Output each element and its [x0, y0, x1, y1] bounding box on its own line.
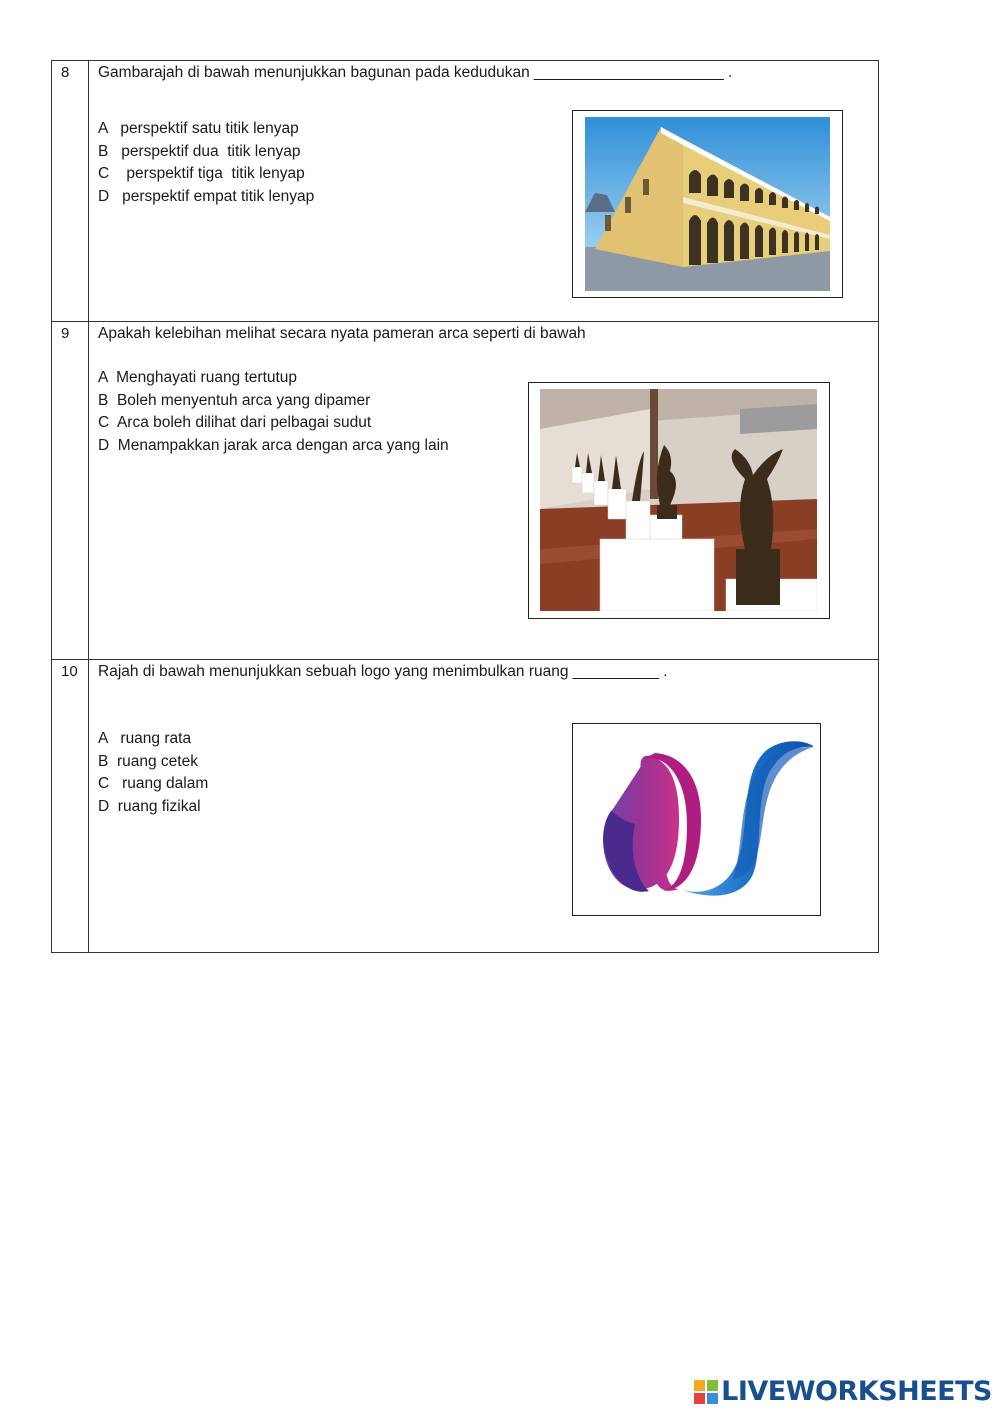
sculpture-gallery-photo-icon [540, 389, 817, 611]
question-body [89, 322, 879, 660]
sculpture-image-frame [528, 382, 830, 619]
option-list [98, 367, 449, 457]
question-body [89, 660, 879, 953]
question-number: 9 [52, 322, 89, 660]
option-d[interactable]: D Menampakkan jarak arca dengan arca yang lain [98, 436, 449, 454]
option-c[interactable]: C perspektif tiga titik lenyap [98, 165, 305, 182]
liveworksheets-grid-icon [694, 1380, 718, 1404]
question-text: Rajah di bawah menunjukkan sebuah logo yang menimbulkan ruang __________ . [98, 663, 668, 680]
option-a[interactable]: A ruang rata [98, 730, 192, 747]
question-text: Apakah kelebihan melihat secara nyata pameran arca seperti di bawah [98, 325, 586, 342]
question-text: Gambarajah di bawah menunjukkan bagunan pada kedudukan ______________________ . [98, 64, 733, 81]
colonial-arcade-building-photo-icon [585, 117, 830, 291]
question-row-8 [52, 61, 879, 322]
question-table [51, 60, 879, 953]
option-d[interactable]: D ruang fizikal [98, 797, 201, 815]
question-body [89, 61, 879, 322]
ribbon-s-logo-icon [583, 729, 813, 909]
option-a[interactable]: A perspektif satu titik lenyap [98, 120, 299, 137]
option-a[interactable]: A Menghayati ruang tertutup [98, 369, 298, 386]
option-b[interactable]: B Boleh menyentuh arca yang dipamer [98, 391, 371, 409]
option-list [98, 118, 314, 208]
brand-name: LIVEWORKSHEETS [721, 1376, 992, 1407]
option-c[interactable]: C ruang dalam [98, 775, 209, 792]
option-list [98, 728, 208, 818]
question-row-10 [52, 660, 879, 953]
question-number: 8 [52, 61, 89, 322]
option-b[interactable]: B perspektif dua titik lenyap [98, 142, 301, 160]
option-c[interactable]: C Arca boleh dilihat dari pelbagai sudut [98, 414, 372, 431]
option-b[interactable]: B ruang cetek [98, 752, 198, 770]
liveworksheets-logo [694, 1376, 992, 1407]
logo-image-frame [572, 723, 821, 916]
option-d[interactable]: D perspektif empat titik lenyap [98, 187, 315, 205]
question-row-9 [52, 322, 879, 660]
question-number: 10 [52, 660, 89, 953]
building-image-frame [572, 110, 843, 298]
